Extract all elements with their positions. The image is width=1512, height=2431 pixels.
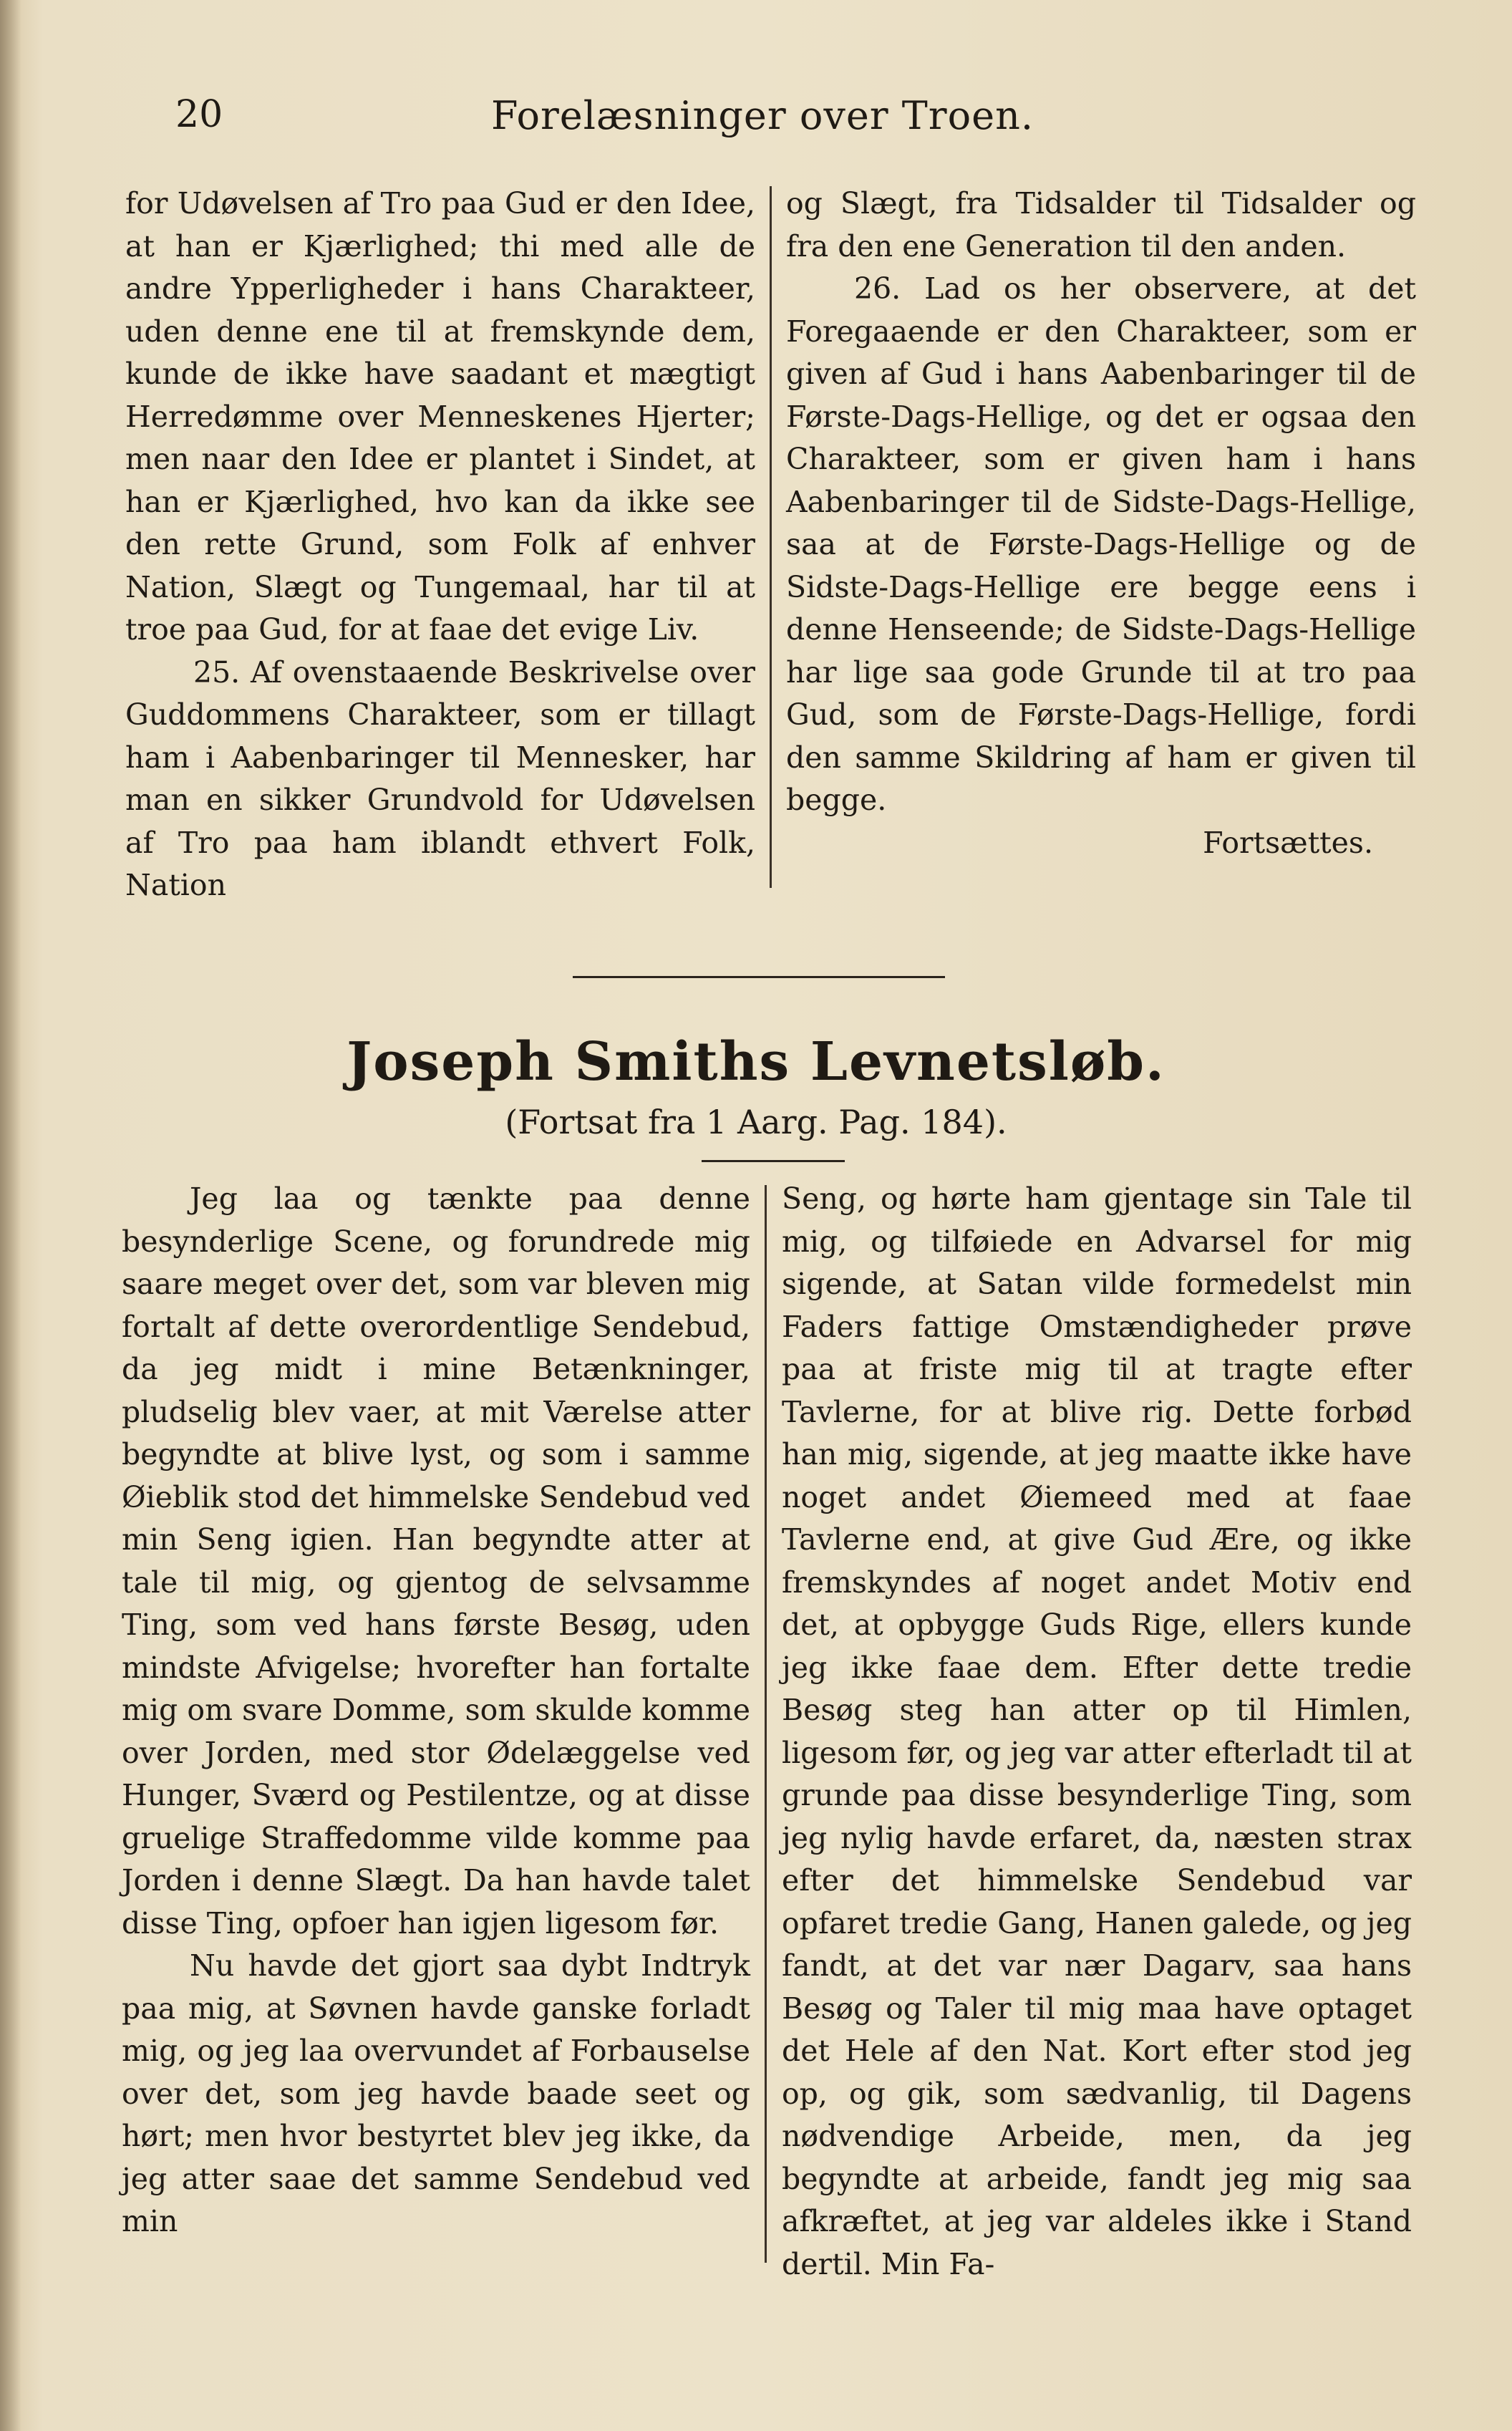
paragraph: Jeg laa og tænkte paa denne besynderlige Scene, og forundrede mig saare meget over det, som var bleven mig fortalt af dette overordentlige Sendebud, da jeg midt i mine Betænkninger, pludselig blev vaer, at mit Værelse atter begyndte at blive lyst, og som i samme Øieblik stod det himmelske Sendebud ved min Seng igien. Han begyndte atter at tale til mig, og gjentog de selvsamme Ting, som ved hans første Besøg, uden mindste Afvigelse; hvorefter han fortalte mig om svare Domme, som skulde komme over Jorden, med stor Ødelæggelse ved Hunger, Sværd og Pestilentze, og at disse gruelige Straffedomme vilde komme paa Jorden i denne Slægt. Da han havde talet disse Ting, opfoer han igjen ligesom før. [122, 1181, 750, 1941]
column-divider [765, 1185, 767, 2263]
article-subtitle: (Fortsat fra 1 Aarg. Pag. 184). [505, 1103, 1007, 1141]
paragraph: Seng, og hørte ham gjentage sin Tale til mig, og tilføiede en Advarsel for mig sigende, at Satan vilde formedelst min Faders fattige Omstændigheder prøve paa at friste mig til at tragte efter Tavlerne, for at blive rig. Dette forbød han mig, sigende, at jeg maatte ikke have noget andet Øiemeed med at faae Tavlerne end, at give Gud Ære, og ikke fremskyndes af noget andet Motiv end det, at opbygge Guds Rige, ellers kunde jeg ikke faae dem. Efter dette tredie Besøg steg han atter op til Himlen, ligesom før, og jeg var atter efterladt til at grunde paa disse besynderlige Ting, som jeg nylig havde erfaret, da, næsten strax efter det himmelske Sendebud var opfaret tredie Gang, Hanen galede, og jeg fandt, at det var nær Dagarv, saa hans Besøg og Taler til mig maa have optaget det Hele af den Nat. Kort efter stod jeg op, og gik, som sædvanlig, til Dagens nødvendige Arbeide, men, da jeg begyndte at arbeide, fandt jeg mig saa afkræftet, at jeg var aldeles ikke i Stand dertil. Min Fa- [782, 1181, 1412, 2281]
page-number: 20 [175, 93, 223, 136]
binding-shadow [0, 0, 21, 2431]
article-left-column [122, 1178, 750, 2243]
top-left-column [125, 183, 755, 907]
continuation-note: Fortsættes. [1203, 825, 1373, 860]
paragraph: for Udøvelsen af Tro paa Gud er den Idee, at han er Kjærlighed; thi med alle de andre Ypperligheder i hans Charakteer, uden denne ene til at fremskynde dem, kunde de ikke have saadant et mægtigt Herredømme over Menneskenes Hjerter; men naar den Idee er plantet i Sindet, at han er Kjærlighed, hvo kan da ikke see den rette Grund, som Folk af enhver Nation, Slægt og Tungemaal, har til at troe paa Gud, for at faae det evige Liv. [125, 186, 755, 647]
column-divider [770, 186, 772, 888]
paragraph: Nu havde det gjort saa dybt Indtryk paa mig, at Søvnen havde ganske forladt mig, og jeg laa overvundet af Forbauselse over det, som jeg havde baade seet og hørt; men hvor bestyrtet blev jeg ikke, da jeg atter saae det samme Sendebud ved min [122, 1948, 750, 2238]
section-separator [573, 976, 945, 978]
paragraph-26: 26. Lad os her observere, at det Foregaaende er den Charakteer, som er given af Gud i hans Aabenbaringer til de Første-Dags-Hellige, og det er ogsaa den Charakteer, som er given ham i hans Aabenbaringer til de Sidste-Dags-Hellige, saa at de Første-Dags-Hellige og de Sidste-Dags-Hellige ere begge eens i denne Henseende; de Sidste-Dags-Hellige har lige saa gode Grunde til at tro paa Gud, som de Første-Dags-Hellige, fordi den samme Skildring af ham er given til begge. [786, 271, 1416, 817]
article-right-column [782, 1178, 1412, 2286]
title-underline [702, 1160, 845, 1162]
article-title: Joseph Smiths Levnetsløb. [346, 1031, 1166, 1093]
page-header [107, 93, 1418, 150]
running-title: Forelæsninger over Troen. [490, 93, 1034, 138]
paragraph-25: 25. Af ovenstaaende Beskrivelse over Guddommens Charakteer, som er tillagt ham i Aabenbaringer til Mennesker, har man en sikker Grundvold for Udøvelsen af Tro paa ham iblandt ethvert Folk, Nation [125, 654, 755, 902]
paragraph: og Slægt, fra Tidsalder til Tidsalder og fra den ene Generation til den anden. [786, 186, 1416, 264]
top-right-column [786, 183, 1416, 864]
